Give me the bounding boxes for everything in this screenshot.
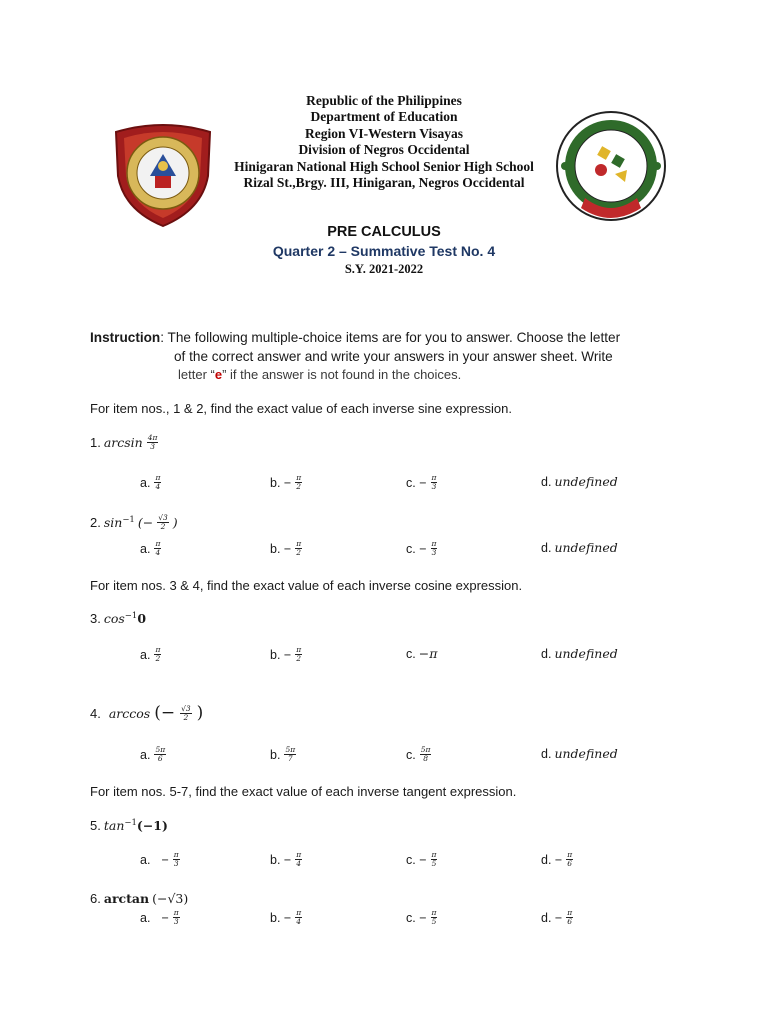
fraction: $\frac{5\pi}{6}$ — [155, 745, 166, 763]
option-letter: a. — [140, 475, 151, 490]
option-4b[interactable]: b. $\frac{5\pi}{7}$ — [270, 745, 296, 763]
option-letter: b. − — [270, 910, 292, 925]
fraction: $\frac{√3}{2}$ — [158, 513, 168, 531]
option-letter: a. — [140, 747, 151, 762]
instruction-text: letter “ — [178, 367, 215, 382]
fraction: $\frac{\pi}{3}$ — [173, 850, 179, 868]
option-2b[interactable] — [270, 540, 303, 557]
answer-text: undefined — [554, 646, 618, 661]
function-name: $\cos^{-1}0$ — [103, 611, 147, 627]
header-line: Rizal St.,Brgy. III, Hinigaran, Negros Occidental — [243, 175, 525, 191]
function-name: arccos — [108, 705, 151, 721]
item-number: 1. — [90, 435, 101, 450]
option-1d[interactable] — [541, 474, 618, 489]
instruction-text: ” if the answer is not found in the choices. — [222, 367, 462, 382]
function-name: $\tan^{-1}(-1)$ — [103, 818, 168, 834]
fraction: $\frac{\pi}{3}$ — [173, 908, 179, 926]
fraction: $\frac{4\pi}{3}$ — [147, 433, 158, 451]
argument: (−√3) — [152, 891, 189, 906]
option-5b[interactable] — [270, 851, 303, 868]
option-2c[interactable] — [406, 540, 438, 557]
fraction: $\frac{\pi}{2}$ — [296, 539, 302, 557]
item-6 — [90, 891, 188, 906]
answer-text: −π — [418, 646, 438, 661]
header-line: Hinigaran National High School Senior High School — [234, 158, 534, 174]
fraction: $\frac{\pi}{4}$ — [155, 539, 161, 557]
item-2 — [90, 514, 178, 531]
answer-text: undefined — [554, 746, 618, 761]
fraction: $\frac{\pi}{3}$ — [431, 539, 437, 557]
option-2a[interactable] — [140, 540, 162, 557]
letter-e: e — [214, 367, 223, 382]
option-4c[interactable]: c. $\frac{5\pi}{8}$ — [406, 745, 431, 763]
option-letter: d. — [541, 646, 552, 661]
item-1 — [90, 434, 159, 451]
section-tangent: For item nos. 5-7, find the exact value of each inverse tangent expression. — [90, 784, 517, 799]
option-letter: a. — [140, 541, 151, 556]
item-number: 5. — [90, 818, 101, 834]
option-3a[interactable] — [140, 646, 162, 663]
option-letter: b. − — [270, 541, 292, 556]
option-2d[interactable] — [541, 540, 618, 555]
school-header — [200, 93, 568, 191]
function-name: arcsin — [103, 435, 143, 450]
option-letter: b. − — [270, 647, 292, 662]
instruction-label: Instruction — [90, 330, 161, 345]
item-3 — [90, 611, 146, 626]
fraction: $\frac{\pi}{6}$ — [567, 850, 573, 868]
subject-title: PRE CALCULUS — [327, 224, 441, 240]
item-5 — [90, 818, 168, 833]
function-name: arctan — [103, 891, 150, 906]
option-3d[interactable] — [541, 646, 618, 661]
option-6a[interactable]: a. − $\frac{\pi}{3}$ — [140, 908, 179, 926]
option-letter: a. — [140, 910, 151, 925]
paren: (− — [154, 703, 176, 723]
option-4a[interactable] — [140, 746, 167, 763]
paren: ) — [172, 515, 178, 530]
fraction: $\frac{\pi}{2}$ — [296, 473, 302, 491]
paren: ) — [196, 703, 204, 723]
option-letter: d. — [541, 540, 552, 555]
header-line: Division of Negros Occidental — [298, 142, 470, 158]
fraction: $\frac{\pi}{6}$ — [567, 908, 573, 926]
option-letter: c. − — [406, 910, 427, 925]
fraction: $\frac{\pi}{2}$ — [155, 645, 161, 663]
option-6b[interactable] — [270, 909, 303, 926]
option-letter: a. — [140, 647, 151, 662]
instruction-line-2: of the correct answer and write your answers in your answer sheet. Write — [174, 349, 613, 364]
instruction-line-3 — [178, 367, 461, 382]
option-6c[interactable] — [406, 909, 438, 926]
fraction: $\frac{5\pi}{8}$ — [420, 745, 431, 763]
option-5a[interactable]: a. − $\frac{\pi}{3}$ — [140, 850, 179, 868]
fraction: $\frac{\pi}{3}$ — [431, 473, 437, 491]
fraction: $\frac{\pi}{4}$ — [155, 473, 161, 491]
option-letter: c. − — [406, 541, 427, 556]
item-number: 2. — [90, 515, 101, 530]
fraction: $\frac{√3}{2}$ — [181, 703, 191, 722]
paren: (− — [137, 515, 154, 530]
fraction: $\frac{\pi}{4}$ — [296, 908, 302, 926]
option-letter: d. — [541, 746, 552, 761]
option-letter: b. − — [270, 852, 292, 867]
option-1b[interactable] — [270, 474, 303, 491]
option-5c[interactable] — [406, 851, 438, 868]
school-year: S.Y. 2021-2022 — [344, 262, 424, 276]
header-line: Department of Education — [310, 109, 458, 125]
instruction-line-1 — [90, 330, 620, 345]
header-line: Republic of the Philippines — [306, 93, 462, 108]
option-4d[interactable] — [541, 746, 618, 761]
option-letter: d. — [541, 474, 552, 489]
option-letter: a. — [140, 852, 151, 867]
answer-text: undefined — [554, 540, 618, 555]
option-3b[interactable] — [270, 646, 303, 663]
option-letter: b. − — [270, 475, 292, 490]
item-number: 3. — [90, 611, 101, 627]
instruction-text: : The following multiple-choice items are for you to answer. Choose the letter — [160, 330, 621, 345]
option-6d[interactable]: d. − $\frac{\pi}{6}$ — [541, 908, 573, 926]
option-1a[interactable] — [140, 474, 162, 491]
fraction: $\frac{\pi}{2}$ — [296, 645, 302, 663]
item-4 — [90, 703, 203, 723]
option-letter: c. − — [406, 852, 427, 867]
function-name: $\sin^{-1}$ — [103, 514, 135, 531]
answer-text: undefined — [554, 474, 618, 489]
fraction: $\frac{\pi}{5}$ — [431, 850, 437, 868]
option-letter: c. − — [406, 475, 427, 490]
section-sine: For item nos., 1 & 2, find the exact value of each inverse sine expression. — [90, 401, 512, 416]
header-line: Region VI-Western Visayas — [304, 125, 463, 141]
fraction: $\frac{\pi}{5}$ — [431, 908, 437, 926]
option-5d[interactable]: d. − $\frac{\pi}{6}$ — [541, 850, 573, 868]
item-number: 4. — [90, 705, 101, 721]
fraction: $\frac{5\pi}{7}$ — [285, 745, 296, 763]
item-number: 6. — [90, 891, 101, 906]
option-1c[interactable] — [406, 474, 438, 491]
fraction: $\frac{\pi}{4}$ — [296, 850, 302, 868]
test-title: Quarter 2 – Summative Test No. 4 — [272, 243, 496, 259]
option-3c[interactable]: c. −π — [406, 646, 438, 661]
section-cosine: For item nos. 3 & 4, find the exact value of each inverse cosine expression. — [90, 578, 523, 593]
school-seal-logo — [555, 108, 667, 226]
